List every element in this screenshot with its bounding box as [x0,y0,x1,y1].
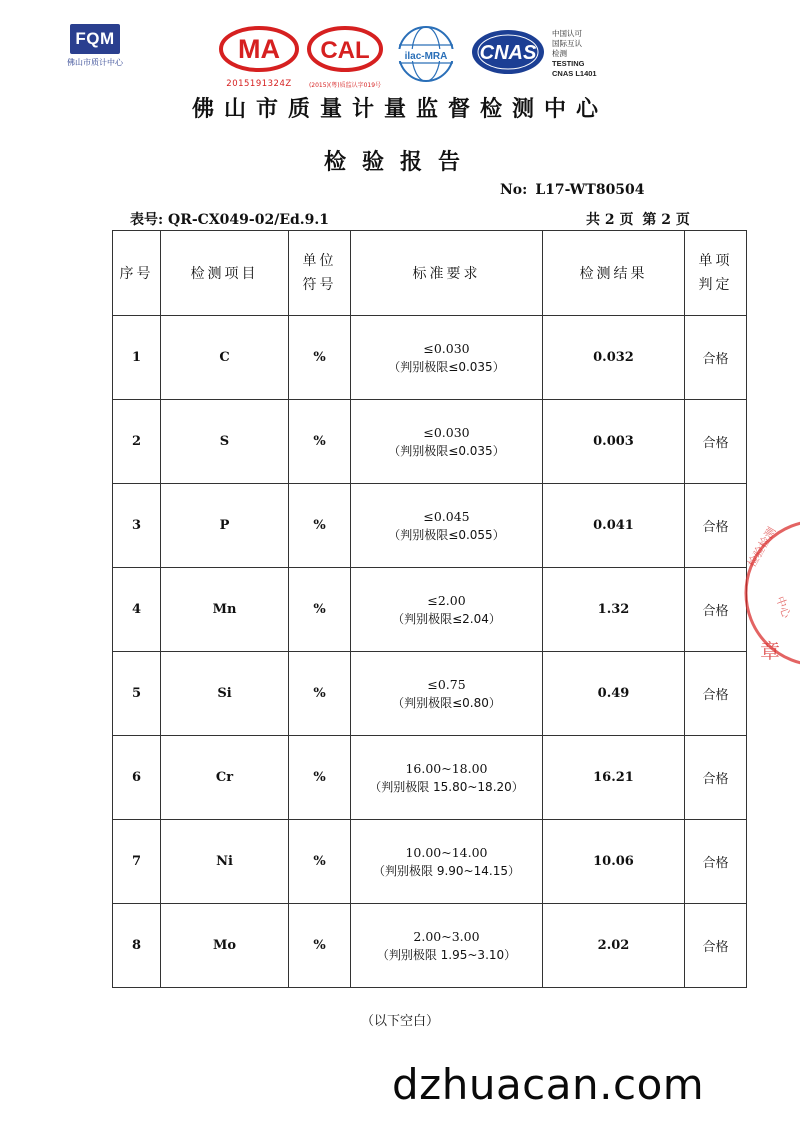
svg-text:ilac-MRA: ilac-MRA [404,51,448,62]
header-verdict-line1: 单项 [698,253,733,269]
cma-logo [218,25,300,89]
cnas-logo [470,27,630,81]
row-result: 0.041 [543,484,685,568]
row-verdict: 合格 [685,484,747,568]
report-number-value: L17-WT80504 [535,182,645,198]
row-item: Ni [161,820,289,904]
row-verdict: 合格 [685,400,747,484]
inspection-seal [740,508,800,678]
fqm-logo-mark: FQM [70,24,120,54]
header-unit [289,231,351,316]
table-row [113,904,747,988]
ilac-mra-logo [392,25,460,87]
row-unit: % [289,820,351,904]
organization-name: 佛山市质量计量监督检测中心 [191,96,608,122]
cnas-line-5: CNAS L1401 [552,69,597,78]
header-requirement: 标准要求 [351,231,543,316]
row-verdict: 合格 [685,568,747,652]
row-item: P [161,484,289,568]
row-item: C [161,316,289,400]
judgement-limit: （判别极限 15.80~18.20） [369,779,524,794]
report-number-label: No: [500,182,528,198]
requirement-value: 16.00~18.00 [405,760,488,776]
judgement-limit: （判别极限≤0.035） [388,443,505,458]
row-verdict: 合格 [685,652,747,736]
header-verdict-line2: 判定 [698,277,733,293]
row-result: 0.032 [543,316,685,400]
requirement-value: ≤0.030 [423,340,470,356]
svg-text:CNAS: CNAS [479,42,537,64]
cnas-mark-icon [470,27,550,77]
row-unit: % [289,484,351,568]
table-header-row [113,231,747,316]
current-page: 第 2 页 [642,212,690,228]
row-unit: % [289,736,351,820]
row-verdict: 合格 [685,820,747,904]
results-table [112,230,747,988]
row-unit: % [289,652,351,736]
cal-number: (2015)(粤)质监认字019号 [308,82,382,89]
row-item: S [161,400,289,484]
cnas-caption [552,29,597,79]
row-seq: 3 [113,484,161,568]
cal-seal-icon [306,25,384,73]
row-requirement [351,820,543,904]
row-result: 0.49 [543,652,685,736]
cnas-line-4: TESTING [552,59,585,68]
header-unit-line2: 符号 [302,277,337,293]
judgement-limit: （判别极限 1.95~3.10） [376,947,517,962]
row-unit: % [289,316,351,400]
row-requirement [351,904,543,988]
row-unit: % [289,400,351,484]
header-verdict [685,231,747,316]
total-pages: 共 2 页 [586,212,634,228]
row-requirement [351,484,543,568]
row-seq: 4 [113,568,161,652]
ilac-globe-icon [392,25,460,83]
judgement-limit: （判别极限≤0.055） [388,527,505,542]
row-seq: 5 [113,652,161,736]
row-unit: % [289,568,351,652]
svg-text:MA: MA [238,34,280,64]
row-seq: 8 [113,904,161,988]
judgement-limit: （判别极限≤0.035） [388,359,505,374]
row-result: 1.32 [543,568,685,652]
requirement-value: ≤0.75 [427,676,466,692]
row-seq: 7 [113,820,161,904]
table-row [113,400,747,484]
row-unit: % [289,904,351,988]
judgement-limit: （判别极限≤0.80） [392,695,501,710]
row-seq: 2 [113,400,161,484]
row-item: Mo [161,904,289,988]
row-requirement [351,652,543,736]
row-seq: 6 [113,736,161,820]
requirement-value: ≤2.00 [427,592,466,608]
requirement-value: ≤0.045 [423,508,470,524]
row-result: 0.003 [543,400,685,484]
requirement-value: 2.00~3.00 [413,928,480,944]
row-requirement [351,568,543,652]
fqm-logo [64,24,126,68]
header-result: 检测结果 [543,231,685,316]
header-seq: 序号 [113,231,161,316]
judgement-limit: （判别极限≤2.04） [392,611,501,626]
blank-below-note: （以下空白） [360,1014,439,1029]
red-seal-icon [740,508,800,678]
requirement-value: 10.00~14.00 [405,844,488,860]
header-item: 检测项目 [161,231,289,316]
svg-text:章: 章 [760,639,780,663]
row-result: 10.06 [543,820,685,904]
table-row [113,736,747,820]
table-row [113,568,747,652]
row-result: 16.21 [543,736,685,820]
row-item: Cr [161,736,289,820]
header-unit-line1: 单位 [302,253,337,269]
row-item: Si [161,652,289,736]
svg-text:中心: 中心 [773,594,793,620]
cma-seal-icon [218,25,300,73]
cnas-line-3: 检测 [552,49,567,58]
report-title: 检验报告 [323,149,476,175]
svg-text:CAL: CAL [320,37,370,64]
table-row [113,484,747,568]
row-requirement [351,400,543,484]
row-item: Mn [161,568,289,652]
cma-number: 2015191324Z [226,79,292,89]
judgement-limit: （判别极限 9.90~14.15） [373,863,520,878]
cnas-line-2: 国际互认 [552,39,582,48]
row-verdict: 合格 [685,736,747,820]
row-requirement [351,316,543,400]
table-row [113,820,747,904]
table-row [113,652,747,736]
cal-logo [306,25,384,89]
row-verdict: 合格 [685,904,747,988]
requirement-value: ≤0.030 [423,424,470,440]
form-number: 表号: QR-CX049-02/Ed.9.1 [130,212,330,228]
report-number [500,182,720,198]
page-info [586,209,694,229]
watermark-text: dzhuacan.com [392,1060,705,1109]
cnas-line-1: 中国认可 [552,29,582,38]
row-result: 2.02 [543,904,685,988]
svg-text:检验检测: 检验检测 [745,524,779,570]
row-requirement [351,736,543,820]
row-verdict: 合格 [685,316,747,400]
table-row [113,316,747,400]
fqm-logo-caption: 佛山市质计中心 [67,58,123,67]
row-seq: 1 [113,316,161,400]
